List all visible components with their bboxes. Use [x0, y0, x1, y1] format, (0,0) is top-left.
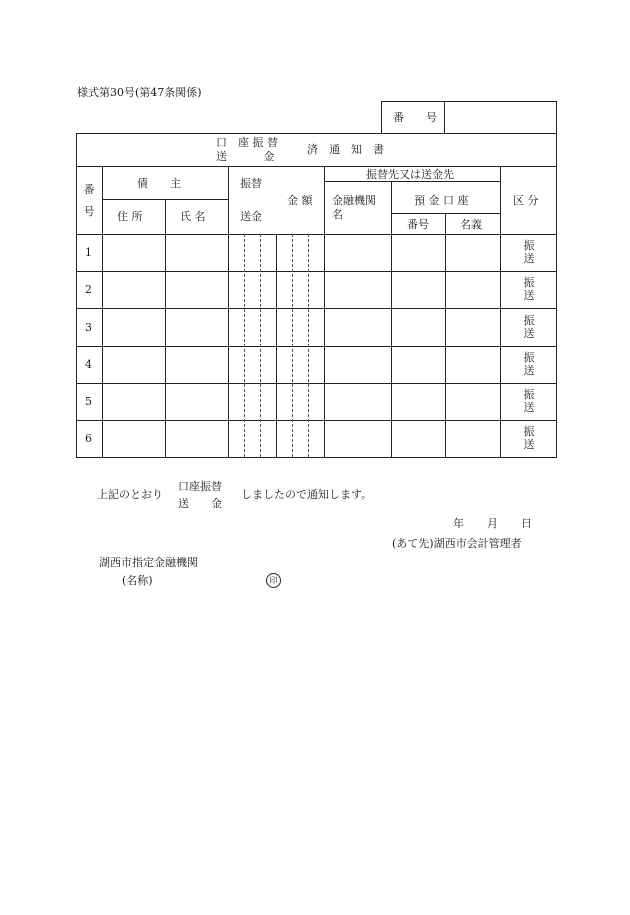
row-category: 振送: [523, 388, 535, 414]
row-number: 1: [85, 246, 92, 259]
header-transfer-top: 振替: [240, 177, 262, 190]
row-number: 6: [85, 432, 92, 445]
row-number: 3: [85, 321, 92, 334]
notice-prefix: 上記のとおり: [97, 488, 163, 501]
row-number: 2: [85, 283, 92, 296]
date-month: 月: [487, 517, 498, 530]
row-category: 振送: [523, 314, 535, 340]
title-top: 口 座 振 替: [216, 136, 278, 149]
notice-option-bottom: 送 金: [178, 497, 222, 510]
header-transfer-bottom: 送金: [240, 210, 262, 223]
header-account-holder: 名義: [460, 218, 482, 231]
row-category: 振送: [523, 425, 535, 451]
title-bottom: 送 金: [216, 150, 275, 163]
header-destination: 振替先又は送金先: [366, 168, 454, 181]
header-number: 番号: [83, 183, 95, 218]
row-number: 4: [85, 358, 92, 371]
row-category: 振送: [523, 276, 535, 302]
header-amount: 金 額: [287, 194, 313, 207]
row-category: 振送: [523, 351, 535, 377]
date-year: 年: [453, 517, 464, 530]
date-day: 日: [521, 517, 532, 530]
form-label: 様式第30号(第47条関係): [77, 86, 202, 99]
number-box: [381, 101, 557, 133]
notice-table: [76, 133, 557, 458]
addressee: (あて先)湖西市会計管理者: [392, 537, 522, 550]
seal-icon: 印: [266, 573, 281, 588]
notice-suffix: しましたので通知します。: [241, 488, 373, 501]
row-category: 振送: [523, 239, 535, 265]
title-suffix: 済 通 知 書: [307, 143, 384, 156]
number-box-value[interactable]: [451, 111, 551, 124]
header-category: 区 分: [513, 194, 539, 207]
notice-option-top: 口座振替: [178, 480, 222, 493]
header-debtor: 債 主: [137, 177, 181, 190]
header-bank: 金融機関名: [332, 194, 376, 221]
name-label: (名称): [122, 574, 153, 587]
header-account: 預 金 口 座: [414, 194, 469, 207]
header-account-number: 番号: [407, 218, 429, 231]
bank-designation: 湖西市指定金融機関: [99, 556, 198, 569]
row-number: 5: [85, 395, 92, 408]
header-address: 住 所: [117, 210, 143, 223]
number-box-label: 番 号: [393, 111, 437, 124]
header-name: 氏 名: [180, 210, 206, 223]
